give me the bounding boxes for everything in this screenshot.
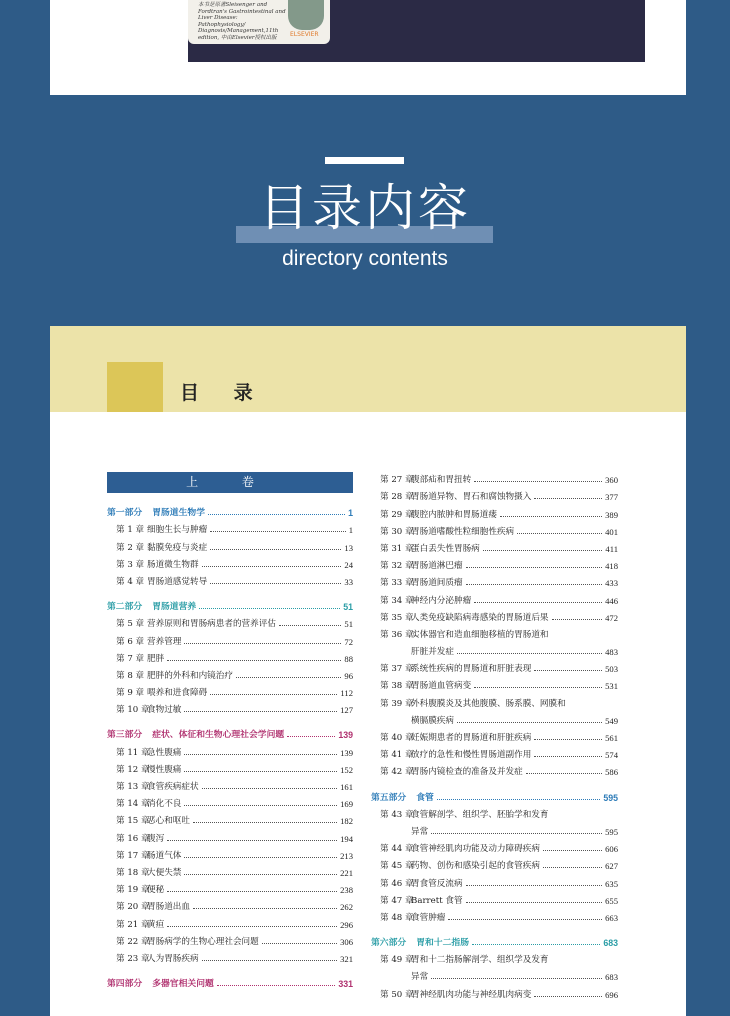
dot-leader	[448, 919, 602, 920]
chapter-number: 第 36 章	[380, 629, 414, 640]
chapter-title: 胃肠道嗜酸性粒细胞性疾病	[411, 526, 515, 537]
chapter-title: 肥胖的外科和内镜治疗	[147, 670, 233, 681]
dot-leader	[193, 822, 337, 823]
chapter-title: 肝脏并发症	[411, 647, 454, 658]
dot-leader	[437, 799, 601, 800]
chapter-page: 595	[605, 826, 618, 837]
chapter-title: 人类免疫缺陷病毒感染的胃肠道后果	[411, 612, 549, 623]
toc-part-row	[371, 785, 618, 802]
chapter-title: 腹部疝和胃扭转	[411, 475, 472, 486]
toc-chapter-row	[371, 571, 618, 588]
dot-leader	[199, 608, 340, 609]
chapter-title: 蛋白丢失性胃肠病	[411, 543, 480, 554]
chapter-number: 第 39 章	[380, 698, 414, 709]
chapter-page: 72	[344, 636, 353, 647]
chapter-page: 606	[605, 844, 618, 855]
chapter-page: 483	[605, 647, 618, 658]
chapter-number: 第 23 章	[116, 953, 150, 964]
chapter-page: 561	[605, 733, 618, 743]
chapter-page: 112	[340, 688, 353, 699]
toc-chapter-row	[107, 570, 353, 587]
chapter-number: 第 9 章	[116, 688, 145, 699]
chapter-page: 411	[605, 543, 618, 554]
chapter-page: 182	[340, 816, 353, 827]
chapter-number: 第 29 章	[380, 509, 414, 520]
chapter-title: 胃肠道出血	[147, 902, 190, 913]
toc-chapter-row	[107, 912, 353, 929]
toc-left-column	[107, 472, 353, 989]
chapter-number: 第 11 章	[116, 747, 150, 758]
part-label: 第四部分	[107, 979, 143, 990]
chapter-page: 1	[348, 525, 353, 536]
chapter-title: 细胞生长与肿瘤	[147, 525, 208, 536]
chapter-page: 238	[340, 885, 353, 896]
dot-leader	[167, 840, 337, 841]
chapter-number: 第 16 章	[116, 833, 150, 844]
chapter-number: 第 18 章	[116, 867, 150, 878]
dot-leader	[466, 567, 603, 568]
chapter-title: 营养管理	[147, 636, 182, 647]
dot-leader	[167, 926, 337, 927]
dot-leader	[534, 996, 602, 997]
dot-leader	[466, 902, 603, 903]
chapter-title: 食物过敏	[147, 705, 182, 716]
chapter-title: 放疗的急性和慢性胃肠道副作用	[411, 750, 532, 761]
chapter-number: 第 42 章	[380, 767, 414, 778]
chapter-page: 401	[605, 526, 618, 537]
dot-leader	[474, 481, 602, 482]
chapter-page: 574	[605, 750, 618, 761]
dot-leader	[279, 625, 341, 626]
toc-chapter-row	[107, 629, 353, 646]
toc-chapter-row	[371, 726, 618, 743]
chapter-page: 139	[340, 747, 353, 758]
chapter-title: 喂养和进食障碍	[147, 688, 208, 699]
dot-leader	[534, 670, 602, 671]
chapter-page: 586	[605, 767, 618, 778]
dot-leader	[184, 857, 337, 858]
part-page: 1	[348, 508, 353, 519]
chapter-number: 第 14 章	[116, 799, 150, 810]
chapter-number: 第 6 章	[116, 636, 145, 647]
chapter-number: 第 13 章	[116, 782, 150, 792]
chapter-number: 第 28 章	[380, 492, 414, 503]
dot-leader	[208, 514, 345, 515]
chapter-number: 第 17 章	[116, 850, 150, 861]
toc-chapter-row	[107, 740, 353, 757]
chapter-number: 第 48 章	[380, 912, 414, 923]
dot-leader	[543, 867, 602, 868]
dot-leader	[184, 711, 337, 712]
toc-chapter-row	[107, 792, 353, 809]
dot-leader	[287, 736, 335, 737]
dot-leader	[517, 533, 602, 534]
toc-chapter-row	[371, 803, 618, 820]
chapter-title: 神经内分泌肿瘤	[411, 595, 472, 606]
chapter-page: 503	[605, 664, 618, 675]
chapter-title: 肠道气体	[147, 850, 182, 861]
chapter-page: 169	[340, 799, 353, 810]
chapter-title: 药物、创伤和感染引起的食管疾病	[411, 861, 540, 872]
dot-leader	[534, 498, 602, 499]
dot-leader	[167, 891, 337, 892]
part-label: 第三部分	[107, 730, 143, 741]
chapter-number: 第 32 章	[380, 561, 414, 572]
dot-leader	[534, 756, 602, 757]
dot-leader	[431, 978, 602, 979]
toc-chapter-row	[107, 826, 353, 843]
toc-chapter-row	[107, 681, 353, 698]
chapter-page: 377	[605, 492, 618, 503]
toc-chapter-row	[371, 606, 618, 623]
dot-leader	[184, 771, 337, 772]
toc-chapter-row	[107, 775, 353, 792]
toc-chapter-continuation	[371, 709, 618, 726]
toc-part-row	[107, 595, 353, 612]
toc-chapter-row	[371, 657, 618, 674]
chapter-page: 663	[605, 912, 618, 923]
chapter-title: 横膈膜疾病	[411, 715, 454, 726]
dot-leader	[210, 549, 341, 550]
chapter-title: 腹腔内脓肿和胃肠道瘘	[411, 509, 497, 520]
toc-part-row	[107, 501, 353, 518]
chapter-page: 13	[344, 542, 353, 553]
toc-chapter-row	[371, 554, 618, 571]
chapter-title: 实体器官和造血细胞移植的胃肠道和	[411, 629, 549, 640]
dot-leader	[202, 566, 342, 567]
part-label: 第六部分	[371, 938, 407, 949]
dot-leader	[534, 739, 602, 740]
chapter-title: 肥胖	[147, 653, 165, 664]
chapter-title: 胃肠道淋巴瘤	[411, 561, 463, 572]
dot-leader	[457, 722, 602, 723]
dot-leader	[210, 583, 341, 584]
part-page: 139	[338, 730, 353, 741]
chapter-title: 黄疸	[147, 919, 165, 930]
toc-chapter-continuation	[371, 820, 618, 837]
chapter-title: 胃肠道间质瘤	[411, 578, 463, 589]
chapter-number: 第 8 章	[116, 670, 145, 681]
toc-chapter-row	[371, 468, 618, 485]
chapter-title: 恶心和呕吐	[147, 816, 190, 827]
chapter-number: 第 40 章	[380, 733, 414, 743]
dot-leader	[184, 643, 341, 644]
chapter-title: 食管神经肌肉功能及动力障碍疾病	[411, 844, 540, 855]
toc-part-row	[107, 723, 353, 740]
chapter-page: 96	[344, 670, 353, 681]
chapter-title: 营养原则和胃肠病患者的营养评估	[147, 619, 276, 630]
part-title: 胃和十二指肠	[416, 938, 469, 949]
toc-chapter-row	[107, 535, 353, 552]
chapter-title: 肠道微生物群	[147, 559, 199, 570]
dot-leader	[202, 788, 338, 789]
dot-leader	[184, 754, 337, 755]
toc-chapter-row	[371, 520, 618, 537]
dot-leader	[184, 874, 337, 875]
toc-part-row	[371, 931, 618, 948]
dot-leader	[483, 550, 603, 551]
chapter-number: 第 45 章	[380, 861, 414, 872]
toc-chapter-row	[107, 664, 353, 681]
chapter-page: 33	[344, 576, 353, 587]
chapter-page: 24	[344, 559, 353, 570]
chapter-title: 胃神经肌肉功能与神经肌肉病变	[411, 989, 532, 1000]
part-title: 食管	[416, 792, 434, 803]
dot-leader	[184, 805, 337, 806]
chapter-number: 第 1 章	[116, 525, 145, 536]
chapter-title: 外科腹膜炎及其他腹膜、肠系膜、网膜和	[411, 698, 566, 709]
chapter-number: 第 37 章	[380, 664, 414, 675]
chapter-page: 627	[605, 861, 618, 872]
toc-chapter-row	[107, 809, 353, 826]
chapter-number: 第 38 章	[380, 681, 414, 692]
chapter-page: 127	[340, 705, 353, 716]
chapter-title: 人为胃肠疾病	[147, 953, 199, 964]
chapter-title: 黏膜免疫与炎症	[147, 542, 208, 553]
dot-leader	[457, 653, 602, 654]
chapter-number: 第 22 章	[116, 936, 150, 947]
toc-chapter-row	[107, 861, 353, 878]
chapter-number: 第 46 章	[380, 878, 414, 889]
dot-leader	[526, 773, 602, 774]
toc-chapter-row	[371, 982, 618, 999]
toc-chapter-row	[371, 889, 618, 906]
toc-chapter-row	[107, 930, 353, 947]
chapter-title: 急性腹痛	[147, 747, 182, 758]
chapter-number: 第 43 章	[380, 809, 414, 820]
toc-chapter-row	[371, 588, 618, 605]
chapter-number: 第 19 章	[116, 885, 150, 896]
chapter-page: 306	[340, 936, 353, 947]
chapter-number: 第 31 章	[380, 543, 414, 554]
book-image-card	[50, 0, 686, 95]
dot-leader	[167, 660, 341, 661]
chapter-page: 194	[340, 833, 353, 844]
part-page: 51	[343, 602, 353, 613]
chapter-title: 大便失禁	[147, 867, 182, 878]
chapter-number: 第 33 章	[380, 578, 414, 589]
chapter-page: 360	[605, 475, 618, 486]
chapter-number: 第 4 章	[116, 576, 145, 587]
chapter-number: 第 34 章	[380, 595, 414, 606]
chapter-title: 食管疾病症状	[147, 782, 199, 792]
chapter-title: 食管肿瘤	[411, 912, 446, 923]
dot-leader	[552, 619, 603, 620]
section-subheading: directory contents	[282, 247, 448, 270]
chapter-title: 胃肠内镜检查的准备及并发症	[411, 767, 523, 778]
chapter-title: 系统性疾病的胃肠道和肝脏表现	[411, 664, 532, 675]
chapter-number: 第 30 章	[380, 526, 414, 537]
chapter-page: 531	[605, 681, 618, 692]
toc-chapter-row	[107, 612, 353, 629]
chapter-page: 635	[605, 878, 618, 889]
toc-chapter-row	[371, 623, 618, 640]
chapter-page: 683	[605, 972, 618, 983]
chapter-number: 第 27 章	[380, 475, 414, 486]
toc-chapter-row	[107, 947, 353, 964]
toc-chapter-row	[107, 698, 353, 715]
part-title: 胃肠道营养	[152, 602, 197, 613]
chapter-page: 433	[605, 578, 618, 589]
toc-right-column	[371, 468, 618, 1000]
chapter-number: 第 2 章	[116, 542, 145, 553]
toc-chapter-continuation	[371, 965, 618, 982]
chapter-page: 655	[605, 895, 618, 906]
toc-chapter-row	[371, 691, 618, 708]
toc-chapter-continuation	[371, 640, 618, 657]
chapter-number: 第 50 章	[380, 989, 414, 1000]
chapter-number: 第 15 章	[116, 816, 150, 827]
dot-leader	[431, 833, 602, 834]
toc-chapter-row	[107, 518, 353, 535]
toc-title-accent	[107, 362, 163, 412]
toc-chapter-row	[107, 878, 353, 895]
chapter-title: 异常	[411, 826, 429, 837]
chapter-page: 472	[605, 612, 618, 623]
chapter-page: 51	[344, 619, 353, 630]
toc-chapter-row	[371, 743, 618, 760]
dot-leader	[210, 531, 346, 532]
toc-chapter-row	[371, 837, 618, 854]
part-label: 第一部分	[107, 508, 143, 519]
chapter-page: 321	[340, 953, 353, 964]
dot-leader	[193, 908, 337, 909]
dot-leader	[466, 584, 603, 585]
book-blurb: 本书是原著Sleisenger and Fordtran's Gastrointestinal and Liver Disease: Pathophysiology/ Diagnosis/Management,11th edition, 中由Elsevier授权出版	[198, 2, 286, 41]
part-page: 683	[603, 938, 618, 949]
chapter-title: 胃食管反流病	[411, 878, 463, 889]
toc-chapter-row	[107, 758, 353, 775]
chapter-title: 食管解剖学、组织学、胚胎学和发育	[411, 809, 549, 820]
book-cover-label	[188, 0, 330, 44]
chapter-page: 418	[605, 561, 618, 572]
chapter-title: 胃和十二指肠解剖学、组织学及发育	[411, 955, 549, 966]
part-title: 多器官相关问题	[152, 979, 214, 990]
toc-chapter-row	[107, 647, 353, 664]
toc-chapter-row	[371, 502, 618, 519]
part-label: 第二部分	[107, 602, 143, 613]
chapter-number: 第 20 章	[116, 902, 150, 913]
chapter-number: 第 10 章	[116, 705, 150, 716]
chapter-title: 便秘	[147, 885, 165, 896]
chapter-page: 549	[605, 715, 618, 726]
dot-leader	[202, 960, 338, 961]
chapter-title: 异常	[411, 972, 429, 983]
chapter-page: 696	[605, 989, 618, 1000]
chapter-number: 第 7 章	[116, 653, 145, 664]
chapter-title: 慢性腹痛	[147, 764, 182, 775]
chapter-number: 第 47 章	[380, 895, 414, 906]
dot-leader	[236, 677, 341, 678]
chapter-title: 腹泻	[147, 833, 165, 844]
chapter-title: 胃肠道血管病变	[411, 681, 472, 692]
chapter-number: 第 3 章	[116, 559, 145, 570]
chapter-page: 152	[340, 764, 353, 775]
part-title: 胃肠道生物学	[152, 508, 205, 519]
volume-header: 上 卷	[107, 472, 353, 493]
chapter-number: 第 44 章	[380, 844, 414, 855]
chapter-number: 第 35 章	[380, 612, 414, 623]
toc-chapter-row	[107, 844, 353, 861]
toc-chapter-row	[371, 485, 618, 502]
chapter-title: 胃肠病学的生物心理社会问题	[147, 936, 259, 947]
chapter-page: 221	[340, 867, 353, 878]
dot-leader	[472, 944, 600, 945]
toc-chapter-row	[371, 854, 618, 871]
chapter-title: 胃肠道异物、胃石和腐蚀物摄入	[411, 492, 532, 503]
chapter-page: 389	[605, 509, 618, 520]
dot-leader	[210, 694, 337, 695]
toc-chapter-row	[371, 906, 618, 923]
part-page: 331	[338, 979, 353, 990]
dot-leader	[466, 885, 603, 886]
dot-leader	[262, 943, 337, 944]
toc-chapter-row	[107, 895, 353, 912]
part-label: 第五部分	[371, 792, 407, 803]
part-title: 症状、体征和生物心理社会学问题	[152, 730, 285, 741]
book-cover-image	[188, 0, 645, 62]
chapter-page: 88	[344, 653, 353, 664]
toc-chapter-row	[371, 537, 618, 554]
chapter-title: Barrett 食管	[411, 895, 463, 906]
dot-leader	[500, 516, 602, 517]
chapter-title: 消化不良	[147, 799, 182, 810]
chapter-page: 161	[340, 782, 353, 792]
toc-chapter-row	[371, 674, 618, 691]
chapter-number: 第 12 章	[116, 764, 150, 775]
dot-leader	[474, 602, 602, 603]
toc-chapter-row	[371, 871, 618, 888]
chapter-title: 妊娠期患者的胃肠道和肝脏疾病	[411, 733, 532, 743]
dot-leader	[474, 687, 602, 688]
chapter-title: 胃肠道感觉转导	[147, 576, 208, 587]
dot-leader	[217, 985, 336, 986]
chapter-page: 446	[605, 595, 618, 606]
toc-title: 目 录	[180, 382, 267, 404]
part-page: 595	[603, 792, 618, 803]
publisher-name: ELSEVIER	[290, 31, 319, 38]
toc-chapter-row	[107, 553, 353, 570]
dot-leader	[543, 850, 602, 851]
chapter-number: 第 5 章	[116, 619, 145, 630]
heading-decoration-bar	[325, 157, 404, 164]
chapter-page: 262	[340, 902, 353, 913]
toc-chapter-row	[371, 948, 618, 965]
chapter-page: 213	[340, 850, 353, 861]
section-heading: 目录内容	[259, 179, 471, 237]
toc-part-row	[107, 972, 353, 989]
chapter-page: 296	[340, 919, 353, 930]
toc-chapter-row	[371, 760, 618, 777]
tree-logo-icon	[288, 0, 324, 30]
chapter-number: 第 21 章	[116, 919, 150, 930]
chapter-number: 第 41 章	[380, 750, 414, 761]
chapter-number: 第 49 章	[380, 955, 414, 966]
